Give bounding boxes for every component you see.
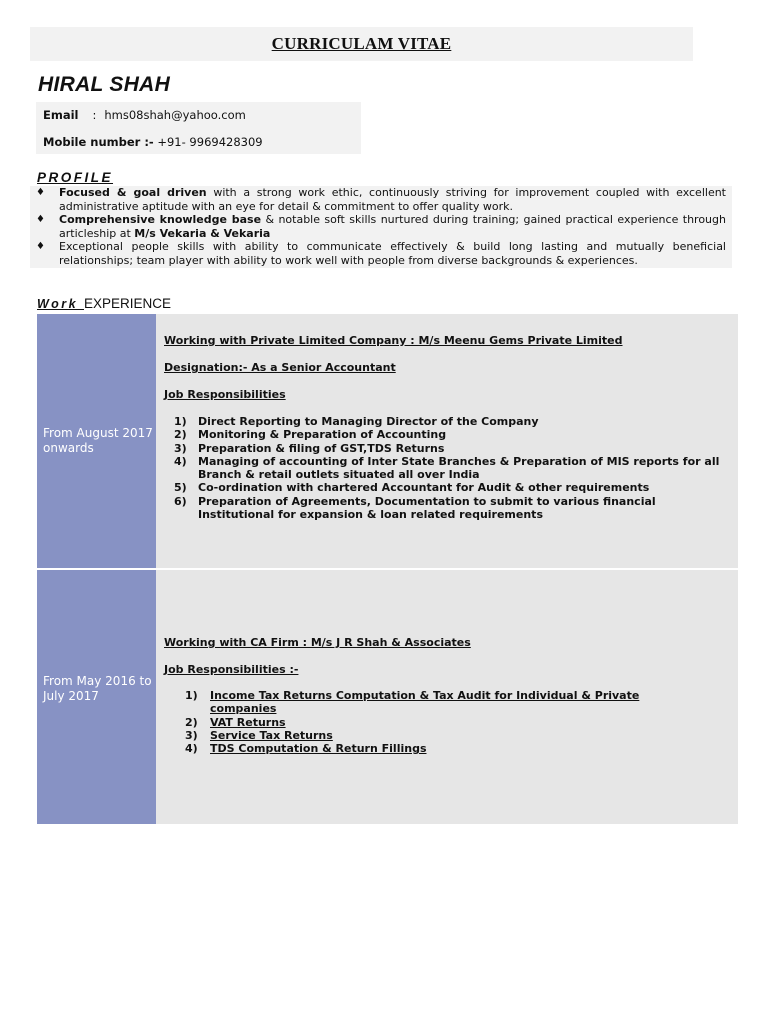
job-company: Working with Private Limited Company : M/s Meenu Gems Private Limited <box>164 334 623 347</box>
title-bar <box>30 27 693 61</box>
diamond-bullet-icon: ♦ <box>36 214 45 225</box>
list-item: 2) Monitoring & Preparation of Accounting <box>174 428 447 442</box>
job-period-cell <box>37 314 156 568</box>
profile-bullet <box>36 240 726 267</box>
document-title: CURRICULAM VITAE <box>271 34 452 53</box>
job-designation: Designation:- As a Senior Accountant <box>164 361 396 374</box>
work-heading-styled: Work <box>37 297 84 311</box>
job-responsibilities-heading: Job Responsibilities :- <box>164 663 299 676</box>
profile-box <box>30 186 732 268</box>
diamond-bullet-icon: ♦ <box>36 241 45 252</box>
job-details-cell <box>156 314 738 568</box>
mobile-value: +91- 9969428309 <box>157 135 263 149</box>
list-item: 1) Income Tax Returns Computation & Tax Audit for Individual & Private companies <box>185 689 640 716</box>
list-item: 5) Co-ordination with chartered Accountant for Audit & other requirements <box>174 481 650 495</box>
list-item: 6) Preparation of Agreements, Documentation to submit to various financial Institutional for expansion & loan related requirements <box>174 494 656 522</box>
diamond-bullet-icon: ♦ <box>36 187 45 198</box>
job-row <box>37 314 738 568</box>
mobile-label: Mobile number :- <box>43 135 154 149</box>
bullet-text: & notable soft skills nurtured during training; gained practical experience through articleship at <box>59 213 726 240</box>
profile-bullet <box>36 186 726 213</box>
email-value: hms08shah@yahoo.com <box>104 108 246 122</box>
job-period: From May 2016 to July 2017 <box>43 674 152 703</box>
list-item: 3) Preparation & filing of GST,TDS Returns <box>174 441 445 455</box>
bullet-text: with a strong work ethic, continuously striving for improvement coupled with excellent administrative aptitude with an eye for detail & commitment to offer quality work. <box>59 186 726 213</box>
bullet-bold: Focused & goal driven <box>59 186 207 199</box>
contact-box <box>36 102 361 154</box>
bullet-bold: Comprehensive knowledge base <box>59 213 262 226</box>
job-period: From August 2017 onwards <box>43 426 153 455</box>
list-item: 2) VAT Returns <box>185 715 286 729</box>
candidate-name: HIRAL SHAH <box>38 73 171 96</box>
email-row <box>43 108 246 122</box>
email-label: Email <box>43 108 79 122</box>
bullet-bold-firm: M/s Vekaria & Vekaria <box>134 226 271 240</box>
profile-bullet <box>36 213 726 240</box>
bullet-text: Exceptional people skills with ability to communicate effectively & build long lasting and mutually beneficial relationships; team player with ability to work well with people from diverse backgrounds & experiences. <box>59 240 726 267</box>
job-responsibilities-heading: Job Responsibilities <box>164 388 286 401</box>
job-company: Working with CA Firm : M/s J R Shah & Associates <box>164 636 471 649</box>
responsibility-list <box>164 415 734 521</box>
work-heading-plain: EXPERIENCE <box>84 296 172 311</box>
job-row <box>37 570 738 824</box>
list-item: 4) Managing of accounting of Inter State Branches & Preparation of MIS reports for all Branch & retail outlets situated all over India <box>174 454 720 482</box>
list-item: 1) Direct Reporting to Managing Director of the Company <box>174 415 539 428</box>
list-item: 4) TDS Computation & Return Fillings <box>185 742 427 756</box>
profile-heading: PROFILE <box>37 170 114 185</box>
job-period-cell <box>37 570 156 824</box>
list-item: 3) Service Tax Returns <box>185 728 333 742</box>
work-experience-heading <box>37 296 171 312</box>
job-details-cell <box>156 570 738 824</box>
mobile-row <box>43 135 263 149</box>
email-separator: : <box>92 108 97 122</box>
responsibility-list <box>164 689 734 755</box>
